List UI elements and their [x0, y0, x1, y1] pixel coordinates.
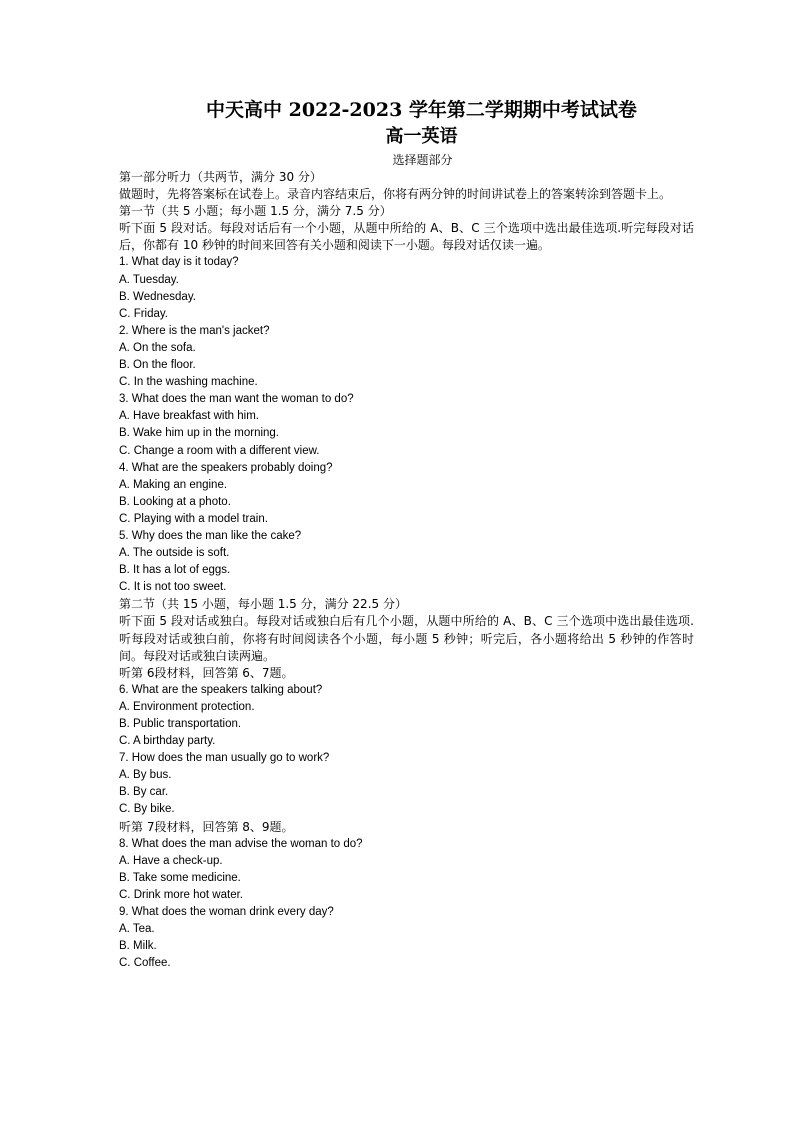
option-b: B. Public transportation. [119, 718, 242, 730]
section2-questions [119, 682, 694, 973]
question-text: 4. What are the speakers probably doing? [119, 461, 333, 474]
option-a: A. On the sofa. [119, 341, 196, 354]
question-1 [119, 254, 694, 322]
option-c: C. Playing with a model train. [119, 512, 268, 525]
question-8 [119, 836, 694, 904]
question-9 [119, 904, 694, 972]
option-c: C. By bike. [119, 803, 175, 816]
option-c: C. In the washing machine. [119, 376, 258, 389]
option-a: A. Tea. [119, 923, 155, 936]
option-c: C. It is not too sweet. [119, 581, 227, 594]
option-a: A. Environment protection. [119, 700, 255, 713]
section1-questions [119, 254, 694, 596]
option-b: B. Wake him up in the morning. [119, 427, 280, 440]
question-text: 1. What day is it today? [119, 256, 239, 269]
option-a: A. Have a check-up. [119, 854, 223, 867]
question-2 [119, 323, 694, 391]
option-a: A. Making an engine. [119, 478, 228, 491]
material-7-note: 听第 7段材料，回答第 8、9题。 [119, 819, 294, 834]
question-text: 3. What does the man want the woman to do? [119, 393, 354, 406]
exam-title: 中天高中 2022-2023 学年第二学期期中考试试卷 [206, 99, 637, 121]
option-c: C. Change a room with a different view. [119, 444, 320, 457]
option-a: A. Tuesday. [119, 273, 179, 286]
option-b: B. By car. [119, 786, 169, 799]
option-b: B. Take some medicine. [119, 871, 241, 884]
option-b: B. On the floor. [119, 359, 196, 372]
question-text: 5. Why does the man like the cake? [119, 529, 302, 542]
option-c: C. Coffee. [119, 957, 171, 970]
question-text: 9. What does the woman drink every day? [119, 906, 334, 919]
section2-heading: 第二节（共 15 小题，每小题 1.5 分，满分 22.5 分） [119, 597, 407, 612]
option-b: B. Looking at a photo. [119, 495, 231, 508]
question-text: 6. What are the speakers talking about? [119, 683, 323, 696]
question-6 [119, 682, 694, 750]
question-4 [119, 460, 694, 528]
option-b: B. Milk. [119, 940, 157, 953]
question-text: 2. Where is the man's jacket? [119, 324, 270, 337]
part1-instructions: 做题时，先将答案标在试卷上。录音内容结束后，你将有两分钟的时间讲试卷上的答案转涂到答题卡上。 [119, 187, 672, 202]
option-a: A. Have breakfast with him. [119, 410, 259, 423]
section1-instructions: 听下面 5 段对话。每段对话后有一个小题，从题中所给的 A、B、C 三个选项中选出最佳选项.听完每段对话后，你都有 10 秒钟的时间来回答有关小题和阅读下一小题。每段对话仅读一遍。 [119, 221, 694, 253]
option-b: B. Wednesday. [119, 290, 196, 303]
question-3 [119, 391, 694, 459]
option-c: C. Friday. [119, 307, 168, 320]
question-7 [119, 750, 694, 818]
option-c: C. Drink more hot water. [119, 888, 243, 901]
option-a: A. By bus. [119, 769, 172, 782]
option-b: B. It has a lot of eggs. [119, 564, 231, 577]
part1-heading: 第一部分听力（共两节，满分 30 分） [119, 170, 322, 184]
section2-instructions: 听下面 5 段对话或独白。每段对话或独白后有几个小题，从题中所给的 A、B、C 三个选项中选出最佳选项.听每段对话或独白前，你将有时间阅读各个小题，每小题 5 秒钟；听完后，各小题将给出 5 秒钟的作答时间。每段对话或独白读两遍。 [119, 614, 694, 663]
part-label: 选择题部分 [392, 153, 453, 167]
question-text: 8. What does the man advise the woman to do? [119, 837, 363, 850]
material-6-note: 听第 6段材料，回答第 6、7题。 [119, 665, 294, 680]
question-5 [119, 528, 694, 596]
exam-subtitle: 高一英语 [385, 126, 458, 147]
question-text: 7. How does the man usually go to work? [119, 752, 330, 765]
option-c: C. A birthday party. [119, 735, 216, 748]
section1-heading: 第一节（共 5 小题；每小题 1.5 分，满分 7.5 分） [119, 204, 392, 219]
option-a: A. The outside is soft. [119, 547, 230, 560]
